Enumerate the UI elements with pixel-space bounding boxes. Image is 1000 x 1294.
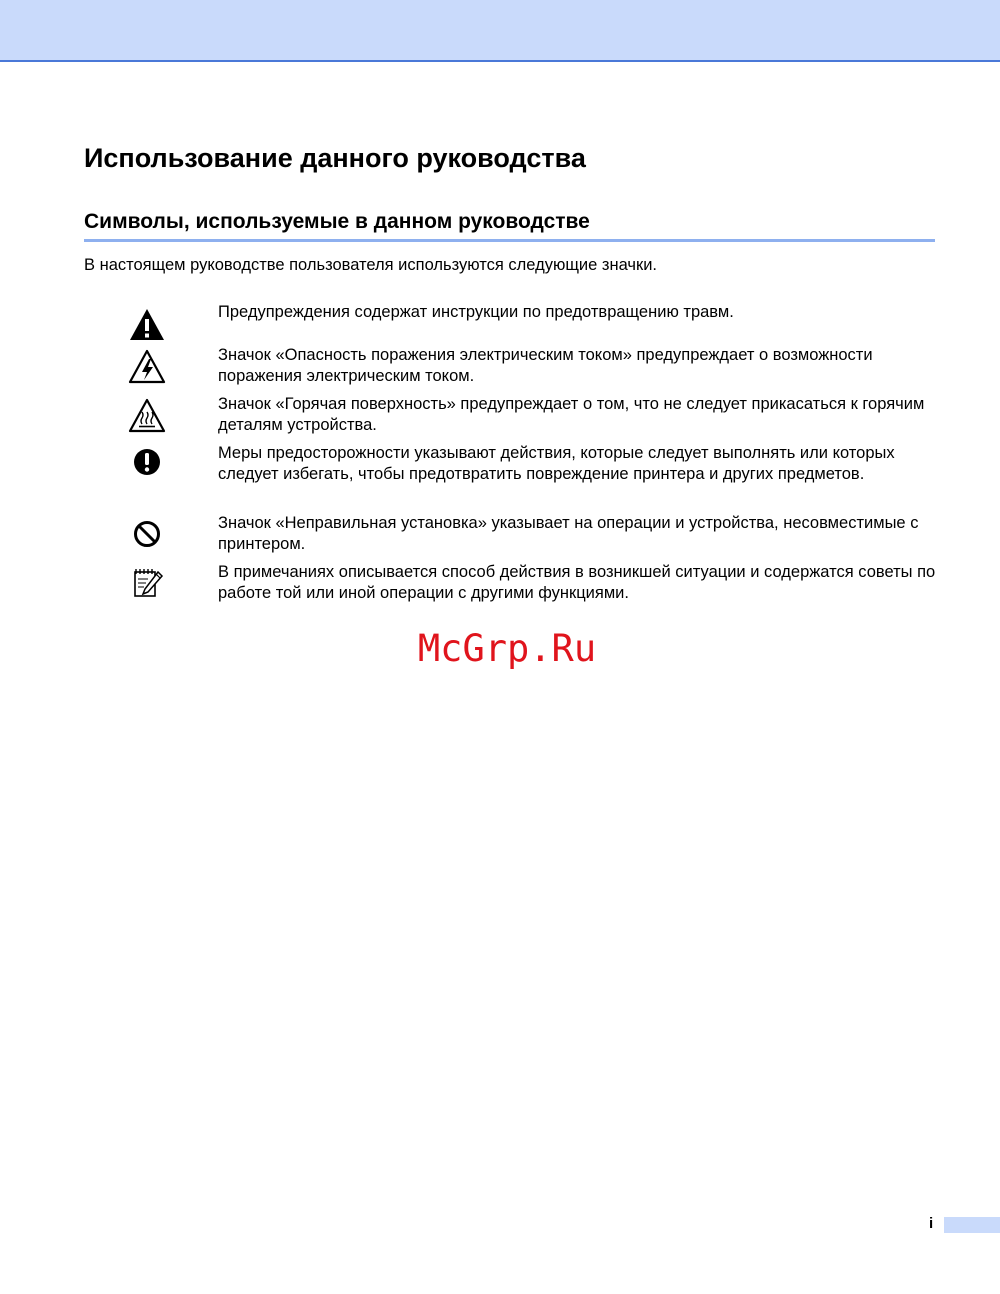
warning-icon: [128, 306, 166, 344]
symbol-text-electrical-hazard: Значок «Опасность поражения электрическим током» предупреждает о возможности поражения электрическим током.: [218, 346, 873, 385]
improper-setup-icon: [128, 515, 166, 553]
section-title: Символы, используемые в данном руководстве: [84, 210, 590, 233]
symbol-text-caution: Меры предосторожности указывают действия, которые следует выполнять или которых следует избегать, чтобы предотвратить повреждение принтера и других предметов.: [218, 444, 895, 483]
electrical-hazard-icon: [128, 348, 166, 386]
watermark: McGrp.Ru: [417, 627, 597, 670]
section-divider: [84, 239, 935, 242]
page-title: Использование данного руководства: [84, 143, 586, 173]
page-tab-marker: [944, 1217, 1000, 1233]
symbol-text-warning: Предупреждения содержат инструкции по предотвращению травм.: [218, 303, 734, 321]
page-number: i: [929, 1215, 934, 1232]
symbol-text-note: В примечаниях описывается способ действия в возникшей ситуации и содержатся советы по работе той или иной операции с другими функциями.: [218, 563, 936, 602]
note-icon: [128, 564, 166, 602]
caution-icon: [128, 443, 166, 481]
symbol-text-hot-surface: Значок «Горячая поверхность» предупреждает о том, что не следует прикасаться к горячим деталям устройства.: [218, 395, 925, 434]
hot-surface-icon: [128, 397, 166, 435]
symbol-text-improper-setup: Значок «Неправильная установка» указывает на операции и устройства, несовместимые с принтером.: [218, 514, 919, 553]
intro-paragraph: В настоящем руководстве пользователя используются следующие значки.: [84, 256, 657, 274]
page-header-band: [0, 0, 1000, 62]
